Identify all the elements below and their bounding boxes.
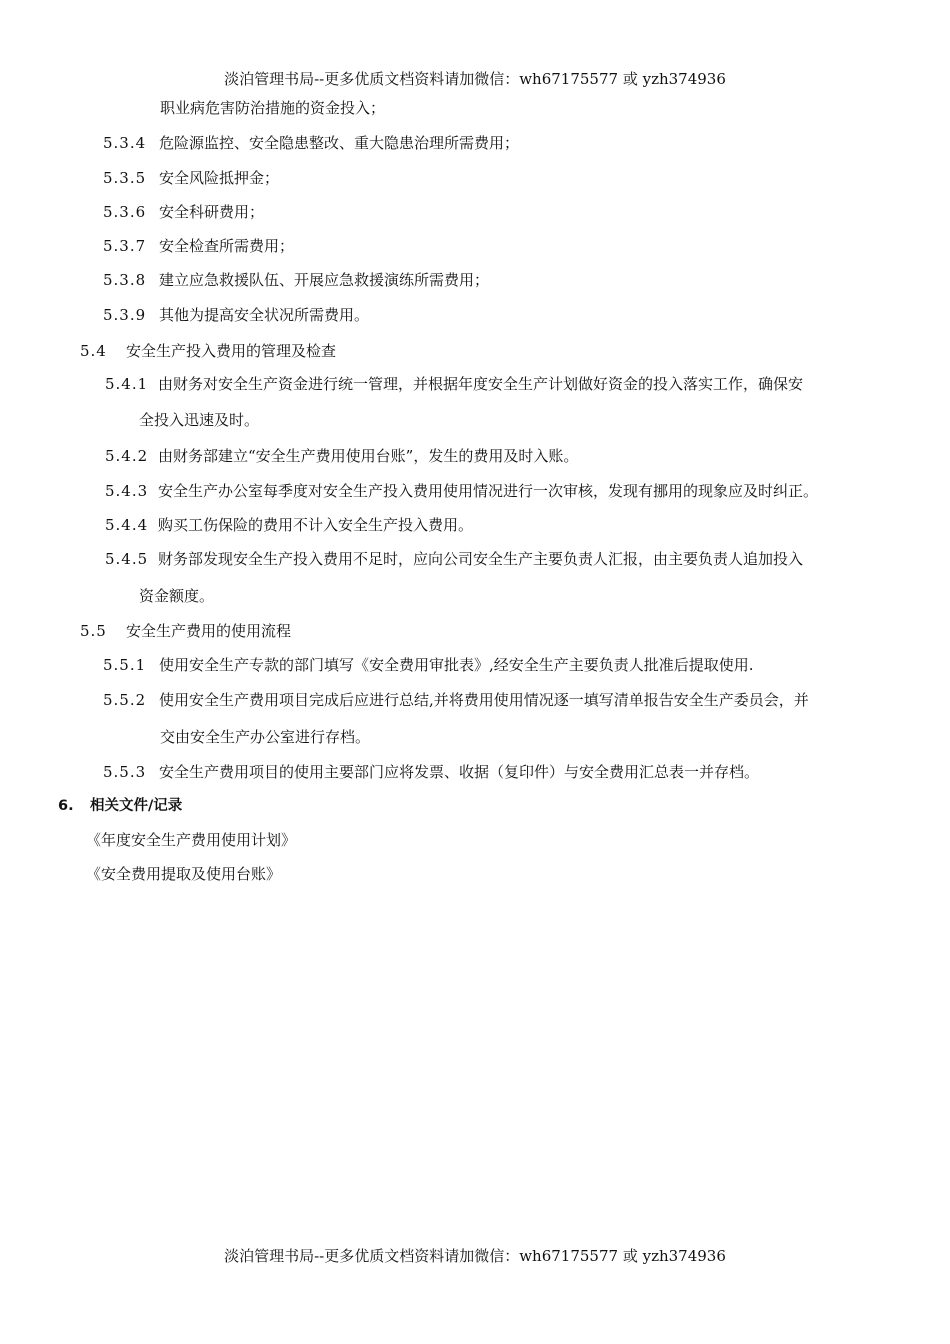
item-number: 5.3.9 (103, 306, 147, 324)
item-text: 使用安全生产专款的部门填写《安全费用审批表》,经安全生产主要负责人批准后提取使用. (159, 656, 754, 674)
section-number: 5.4 (80, 342, 107, 360)
list-item (103, 270, 489, 290)
item-continuation: 全投入迅速及时。 (139, 411, 260, 429)
page-header: 淡泊管理书局--更多优质文档资料请加微信：wh67175577 或 yzh374936 (224, 70, 726, 88)
list-item (103, 690, 809, 710)
item-number: 5.4.2 (105, 447, 149, 465)
section-heading-5-5 (80, 621, 291, 641)
item-text: 安全科研费用； (159, 203, 265, 221)
item-text: 由财务对安全生产资金进行统一管理，并根据年度安全生产计划做好资金的投入落实工作，确保安 (158, 375, 804, 393)
item-text: 危险源监控、安全隐患整改、重大隐患治理所需费用； (159, 134, 520, 152)
list-item (103, 168, 279, 188)
section-number: 5.5 (80, 622, 107, 640)
item-number: 5.4.3 (105, 482, 149, 500)
page-footer: 淡泊管理书局--更多优质文档资料请加微信：wh67175577 或 yzh374936 (224, 1247, 726, 1265)
continuation-text: 职业病危害防治措施的资金投入； (160, 99, 386, 117)
item-number: 5.4.1 (105, 375, 149, 393)
section-heading-6 (58, 796, 182, 816)
item-number: 5.3.4 (103, 134, 147, 152)
list-item (103, 236, 294, 256)
section-title: 相关文件/记录 (90, 798, 183, 814)
list-item (105, 481, 818, 501)
item-text: 购买工伤保险的费用不计入安全生产投入费用。 (158, 516, 474, 534)
item-number: 5.3.6 (103, 203, 147, 221)
item-text: 由财务部建立“安全生产费用使用台账”，发生的费用及时入账。 (158, 447, 579, 465)
item-continuation: 资金额度。 (139, 587, 215, 605)
list-item (103, 762, 759, 782)
list-item (105, 374, 803, 394)
item-text: 财务部发现安全生产投入费用不足时，应向公司安全生产主要负责人汇报，由主要负责人追加投入 (158, 550, 804, 568)
item-text: 安全风险抵押金； (159, 169, 280, 187)
record-item: 《安全费用提取及使用台账》 (86, 865, 282, 883)
list-item (105, 549, 803, 569)
section-number: 6. (58, 798, 74, 814)
item-text: 安全检查所需费用； (159, 237, 295, 255)
item-text: 安全生产办公室每季度对安全生产投入费用使用情况进行一次审核，发现有挪用的现象应及时纠正。 (158, 482, 819, 500)
record-item: 《年度安全生产费用使用计划》 (86, 831, 297, 849)
item-number: 5.4.4 (105, 516, 149, 534)
list-item (105, 515, 473, 535)
item-number: 5.5.3 (103, 763, 147, 781)
item-text: 建立应急救援队伍、开展应急救援演练所需费用； (159, 271, 490, 289)
list-item (105, 446, 578, 466)
section-heading-5-4 (80, 341, 336, 361)
item-number: 5.5.2 (103, 691, 147, 709)
item-number: 5.3.5 (103, 169, 147, 187)
item-number: 5.3.8 (103, 271, 147, 289)
list-item (103, 305, 369, 325)
item-text: 其他为提高安全状况所需费用。 (159, 306, 370, 324)
item-number: 5.4.5 (105, 550, 149, 568)
item-number: 5.5.1 (103, 656, 147, 674)
item-text: 安全生产费用项目的使用主要部门应将发票、收据（复印件）与安全费用汇总表一并存档。 (159, 763, 760, 781)
section-title: 安全生产费用的使用流程 (126, 622, 292, 640)
item-number: 5.3.7 (103, 237, 147, 255)
list-item (103, 655, 754, 675)
item-text: 使用安全生产费用项目完成后应进行总结,并将费用使用情况逐一填写清单报告安全生产委员会，并 (159, 691, 809, 709)
section-title: 安全生产投入费用的管理及检查 (126, 342, 337, 360)
list-item (103, 133, 519, 153)
item-continuation: 交由安全生产办公室进行存档。 (160, 728, 371, 746)
list-item (103, 202, 264, 222)
